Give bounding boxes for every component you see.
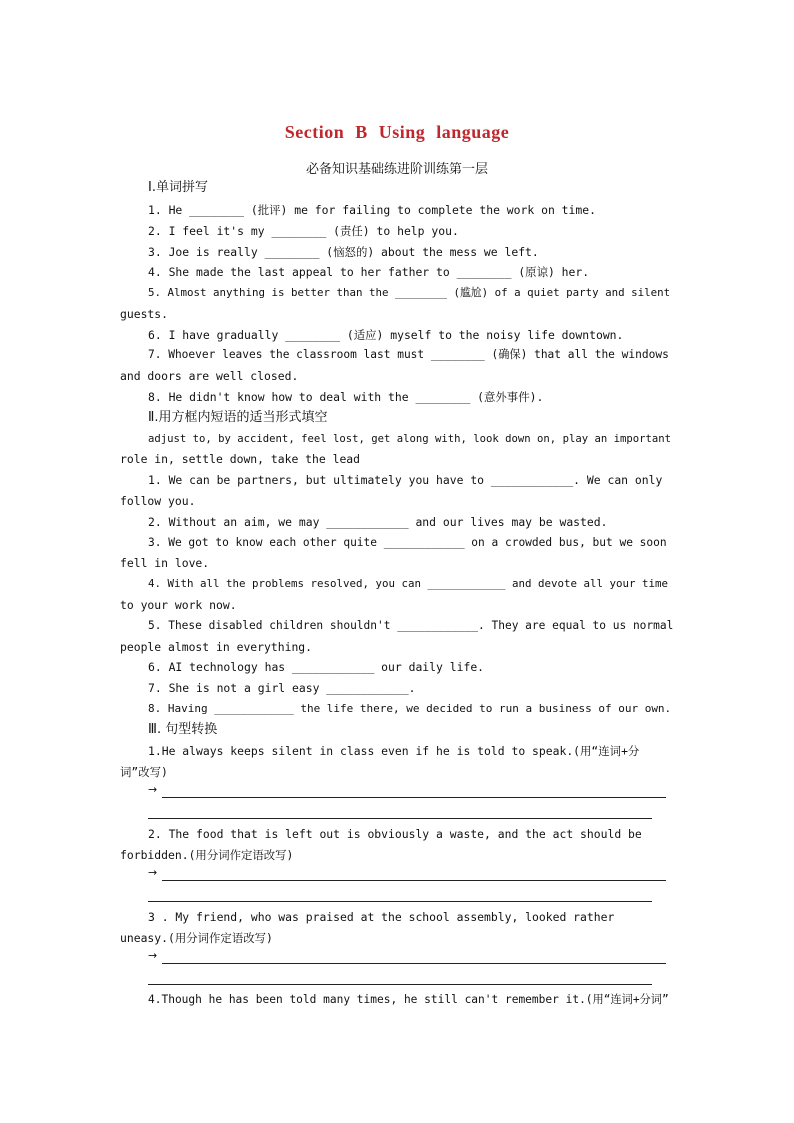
list-item: 6. I have gradually ________ (适应) myself to the noisy life downtown.: [148, 328, 624, 342]
list-item: 8. Having ____________ the life there, we decided to run a business of our own.: [148, 702, 672, 715]
list-item-continuation: and doors are well closed.: [120, 369, 299, 383]
answer-line[interactable]: [162, 797, 666, 798]
phrase-box-line: adjust to, by accident, feel lost, get along with, look down on, play an important: [148, 433, 671, 445]
arrow-icon: →: [148, 949, 158, 962]
rewrite-item-1-cont: 词”改写): [120, 765, 168, 779]
rewrite-item-1: 1.He always keeps silent in class even if he is told to speak.(用“连词+分: [148, 744, 640, 758]
arrow-icon: →: [148, 783, 158, 796]
list-item: 8. He didn't know how to deal with the ________ (意外事件).: [148, 390, 544, 404]
section-heading-1: Ⅰ.单词拼写: [148, 180, 208, 195]
rewrite-item-2-cont: forbidden.(用分词作定语改写): [120, 848, 294, 862]
rewrite-item-2: 2. The food that is left out is obviously a waste, and the act should be: [148, 827, 642, 841]
rewrite-item-4: 4.Though he has been told many times, he still can't remember it.(用“连词+分词”: [148, 993, 669, 1006]
list-item: 2. Without an aim, we may ____________ and our lives may be wasted.: [148, 515, 608, 529]
list-item-continuation: to your work now.: [120, 598, 237, 612]
answer-line[interactable]: [162, 963, 666, 964]
list-item: 4. With all the problems resolved, you can ____________ and devote all your time: [148, 577, 669, 590]
list-item-continuation: follow you.: [120, 494, 196, 508]
list-item-continuation: people almost in everything.: [120, 640, 313, 654]
list-item-continuation: guests.: [120, 307, 169, 321]
list-item-continuation: fell in love.: [120, 556, 210, 570]
list-item: 7. She is not a girl easy ____________.: [148, 681, 416, 695]
answer-line[interactable]: [148, 984, 652, 985]
answer-line[interactable]: [148, 818, 652, 819]
list-item: 2. I feel it's my ________ (责任) to help you.: [148, 224, 459, 238]
answer-line[interactable]: [148, 901, 652, 902]
list-item: 1. He ________ (批评) me for failing to complete the work on time.: [148, 203, 596, 217]
phrase-box-line: role in, settle down, take the lead: [120, 452, 361, 466]
list-item: 3. Joe is really ________ (恼怒的) about the mess we left.: [148, 245, 539, 259]
section-heading-3: Ⅲ. 句型转换: [148, 722, 218, 737]
rewrite-item-3-cont: uneasy.(用分词作定语改写): [120, 931, 273, 945]
page-subtitle: 必备知识基础练进阶训练第一层: [305, 162, 488, 177]
list-item: 7. Whoever leaves the classroom last must ________ (确保) that all the windows: [148, 348, 669, 361]
list-item: 5. These disabled children shouldn't ____________. They are equal to us normal: [148, 619, 674, 632]
list-item: 6. AI technology has ____________ our daily life.: [148, 660, 485, 674]
list-item: 1. We can be partners, but ultimately you have to ____________. We can only: [148, 473, 663, 487]
rewrite-item-3: 3 . My friend, who was praised at the school assembly, looked rather: [148, 910, 615, 924]
section-heading-2: Ⅱ.用方框内短语的适当形式填空: [148, 410, 328, 425]
list-item: 5. Almost anything is better than the ________ (尴尬) of a quiet party and silent: [148, 286, 671, 299]
arrow-icon: →: [148, 866, 158, 879]
page-title: Section B Using language: [284, 122, 510, 142]
answer-line[interactable]: [162, 880, 666, 881]
list-item: 4. She made the last appeal to her father to ________ (原谅) her.: [148, 265, 590, 279]
list-item: 3. We got to know each other quite ____________ on a crowded bus, but we soon: [148, 536, 667, 549]
